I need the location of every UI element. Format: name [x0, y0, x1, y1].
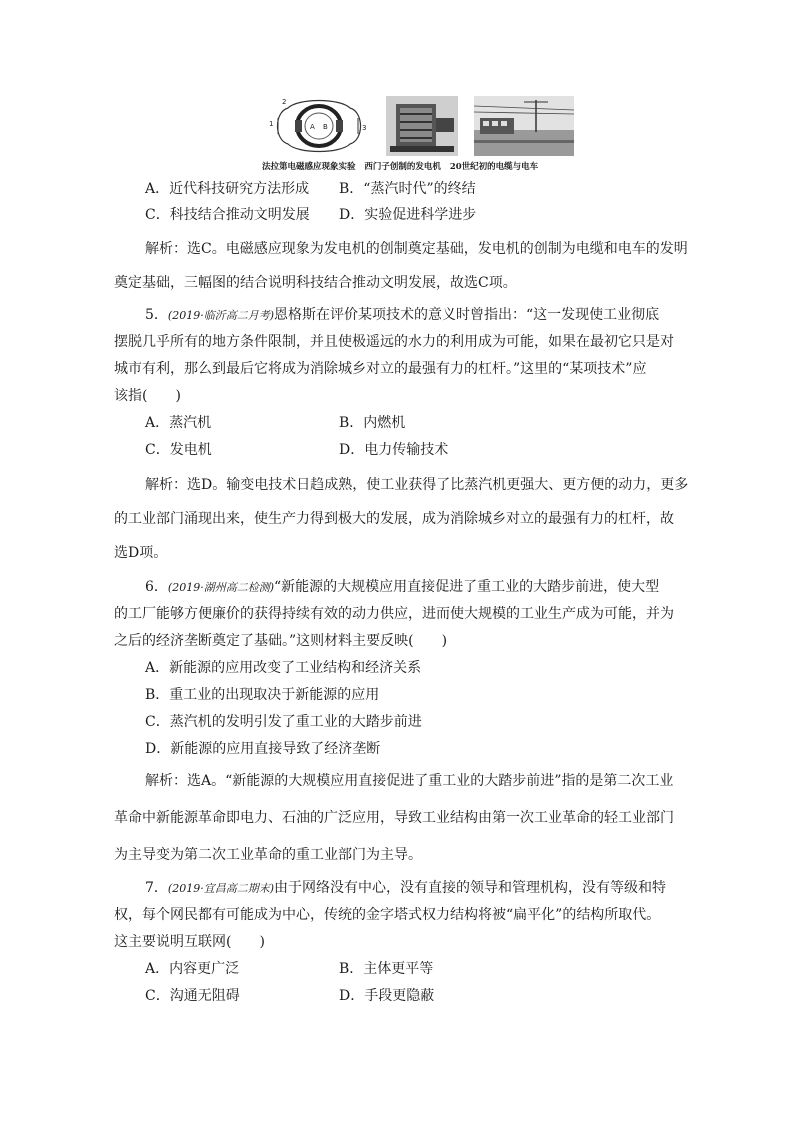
figure-label: 2 [282, 98, 287, 106]
caption-tram: 20世纪初的电缆与电车 [449, 162, 539, 172]
q6-number: 6． [145, 579, 168, 595]
q4-analysis-line-1: 解析：选C。电磁感应现象为发电机的创制奠定基础，发电机的创制为电缆和电车的发明 [145, 241, 688, 257]
q6-analysis-line-2: 革命中新能源革命即电力、石油的广泛应用，导致工业结构由第一次工业革命的轻工业部门 [114, 810, 674, 826]
q6-option-b: B．重工业的出现取决于新能源的应用 [145, 687, 380, 703]
q4-option-b: B．“蒸汽时代”的终结 [339, 181, 476, 197]
q7-stem-text: 由于网络没有中心，没有直接的领导和管理机构，没有等级和特 [274, 880, 666, 896]
figure-label: B [323, 123, 328, 131]
q7-option-b: B．主体更平等 [339, 961, 434, 977]
q5-stem-line-3: 城市有利，那么到最后它将成为消除城乡对立的最强有力的杠杆。”这里的“某项技术”应 [114, 361, 647, 377]
q4-option-c: C．科技结合推动文明发展 [145, 207, 310, 223]
q6-source: (2019·湖州高二检测) [167, 581, 274, 594]
q5-source: (2019·临沂高二月考) [167, 309, 274, 322]
q7-source: (2019·宜昌高二期末) [167, 882, 274, 895]
q4-option-d: D．实验促进科学进步 [339, 207, 477, 223]
q5-analysis-line-1: 解析：选D。输变电技术日趋成熟，使工业获得了比蒸汽机更强大、更方便的动力，更多 [145, 477, 689, 493]
figure-strip [262, 96, 578, 174]
q4-option-a: A．近代科技研究方法形成 [145, 181, 310, 197]
caption-siemens: 西门子创制的发电机 [364, 162, 441, 172]
q5-option-c: C．发电机 [145, 442, 212, 458]
q5-option-a: A．蒸汽机 [145, 415, 212, 431]
q5-stem-text: 恩格斯在评价某项技术的意义时曾指出：“这一发现使工业彻底 [274, 307, 660, 323]
figure-label: A [310, 123, 315, 131]
q7-stem-line-1 [145, 879, 666, 898]
q5-analysis-line-3: 选D项。 [114, 545, 168, 561]
q5-stem-line-4: 该指( ) [114, 388, 181, 404]
q6-stem-line-1 [145, 578, 659, 597]
cable-tram-image [474, 96, 574, 158]
q6-option-a: A．新能源的应用改变了工业结构和经济关系 [145, 660, 422, 676]
q5-stem-line-1 [145, 306, 659, 325]
figure-label: 1 [269, 120, 274, 128]
q4-analysis-line-2: 奠定基础，三幅图的结合说明科技结合推动文明发展，故选C项。 [114, 275, 517, 291]
caption-faraday: 法拉第电磁感应现象实验 [262, 162, 356, 172]
q5-option-b: B．内燃机 [339, 415, 406, 431]
q7-option-a: A．内容更广泛 [145, 961, 240, 977]
q6-analysis-line-3: 为主导变为第二次工业革命的重工业部门为主导。 [114, 847, 422, 863]
q5-analysis-line-2: 的工业部门涌现出来，使生产力得到极大的发展，成为消除城乡对立的最强有力的杠杆，故 [114, 511, 674, 527]
q6-stem-line-3: 之后的经济垄断奠定了基础。”这则材料主要反映( ) [114, 633, 448, 649]
q5-option-d: D．电力传输技术 [339, 442, 449, 458]
q5-number: 5． [145, 307, 168, 323]
q6-stem-line-2: 的工厂能够方便廉价的获得持续有效的动力供应，进而使大规模的工业生产成为可能，并为 [114, 606, 674, 622]
q7-stem-line-3: 这主要说明互联网( ) [114, 934, 265, 950]
q7-option-d: D．手段更隐蔽 [339, 988, 435, 1004]
q7-option-c: C．沟通无阻碍 [145, 988, 240, 1004]
q6-analysis-line-1: 解析：选A。“新能源的大规模应用直接促进了重工业的大踏步前进”指的是第二次工业 [145, 773, 674, 789]
q6-option-d: D．新能源的应用直接导致了经济垄断 [145, 741, 381, 757]
q5-stem-line-2: 摆脱几乎所有的地方条件限制，并且使极遥远的水力的利用成为可能，如果在最初它只是对 [114, 334, 674, 350]
q7-stem-line-2: 权，每个网民都有可能成为中心，传统的金字塔式权力结构将被“扁平化”的结构所取代。 [114, 907, 661, 923]
q7-number: 7． [145, 880, 168, 896]
siemens-generator-image [386, 96, 458, 158]
figure-label: 3 [362, 124, 367, 132]
figure-caption [262, 160, 578, 172]
q6-stem-text: “新能源的大规模应用直接促进了重工业的大踏步前进，使大型 [274, 579, 660, 595]
faraday-experiment-image [268, 96, 370, 158]
q6-option-c: C．蒸汽机的发明引发了重工业的大踏步前进 [145, 714, 422, 730]
